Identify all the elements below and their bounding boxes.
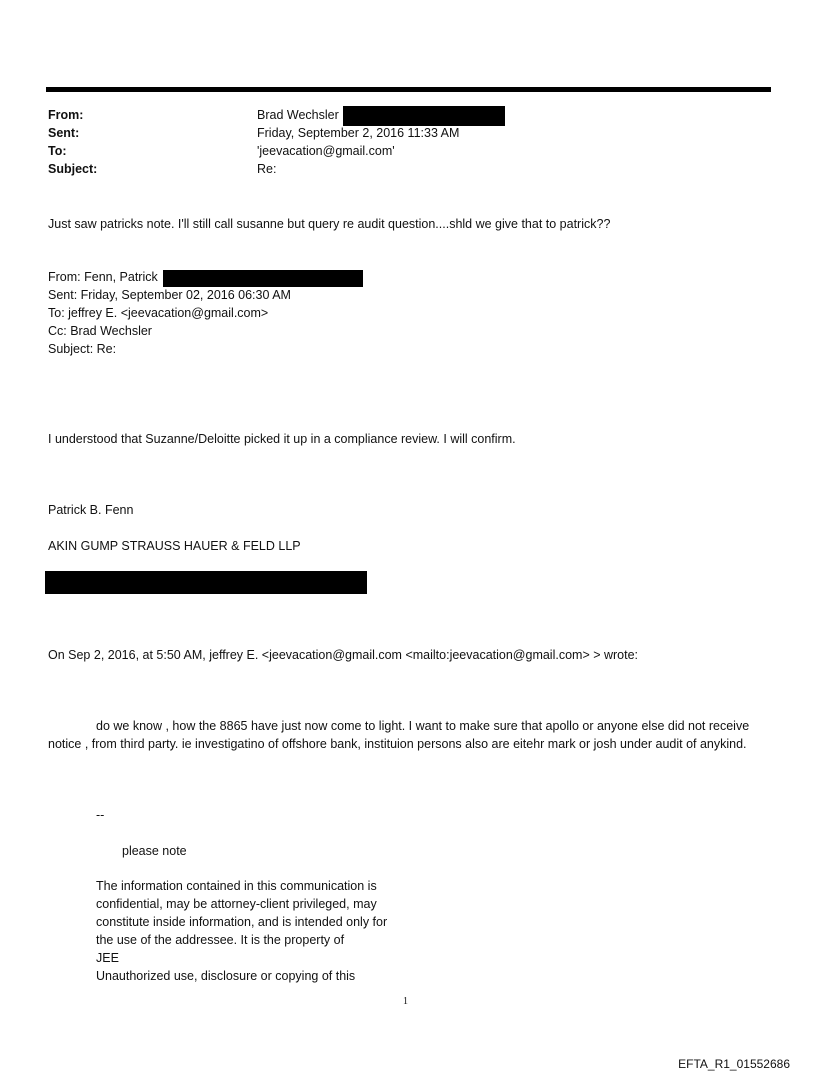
quoted1-cc: Cc: Brad Wechsler (48, 324, 152, 338)
disclaimer-line: confidential, may be attorney-client privileged, may (96, 897, 377, 911)
sent-value: Friday, September 2, 2016 11:33 AM (257, 126, 460, 140)
from-value: Brad Wechsler (257, 108, 339, 122)
bates-number: EFTA_R1_01552686 (678, 1057, 790, 1071)
signature-name: Patrick B. Fenn (48, 503, 134, 517)
header-rule (46, 87, 771, 92)
disclaimer-line: constitute inside information, and is intended only for (96, 915, 388, 929)
sent-label: Sent: (48, 126, 80, 140)
quoted1-subject: Subject: Re: (48, 342, 117, 356)
from-label: From: (48, 108, 84, 122)
quoted1-from: From: Fenn, Patrick (48, 270, 158, 284)
quoted1-to: To: jeffrey E. <jeevacation@gmail.com> (48, 306, 269, 320)
quoted2-body: do we know , how the 8865 have just now come to light. I want to make sure that apollo or anyone else did not receive notice , from third party. ie investigatino of offshore bank, instituion persons also are eitehr mark or josh under audit of anykind. (48, 719, 750, 751)
disclaimer-line: The information contained in this communication is (96, 879, 377, 893)
subject-label: Subject: (48, 162, 98, 176)
disclaimer-line: the use of the addressee. It is the property of (96, 933, 345, 947)
redaction-from-email (343, 106, 505, 126)
redaction-signature-contact (45, 571, 367, 594)
disclaimer-line: JEE (96, 951, 119, 965)
disclaimer-line: Unauthorized use, disclosure or copying of this (96, 969, 356, 983)
quoted1-body: I understood that Suzanne/Deloitte picked it up in a compliance review. I will confirm. (48, 432, 516, 446)
signature-firm: AKIN GUMP STRAUSS HAUER & FELD LLP (48, 539, 301, 553)
subject-value: Re: (257, 162, 277, 176)
quoted1-sent: Sent: Friday, September 02, 2016 06:30 AM (48, 288, 291, 302)
reply-body: Just saw patricks note. I'll still call susanne but query re audit question....shld we give that to patrick?? (48, 217, 611, 231)
to-label: To: (48, 144, 67, 158)
page-number: 1 (403, 996, 408, 1007)
redaction-fenn-email (163, 270, 363, 287)
please-note: please note (122, 844, 187, 858)
quoted2-intro: On Sep 2, 2016, at 5:50 AM, jeffrey E. <jeevacation@gmail.com <mailto:jeevacation@gmail.com> > wrote: (48, 648, 639, 662)
to-value: 'jeevacation@gmail.com' (257, 144, 395, 158)
sig-dashes: -- (96, 808, 105, 822)
